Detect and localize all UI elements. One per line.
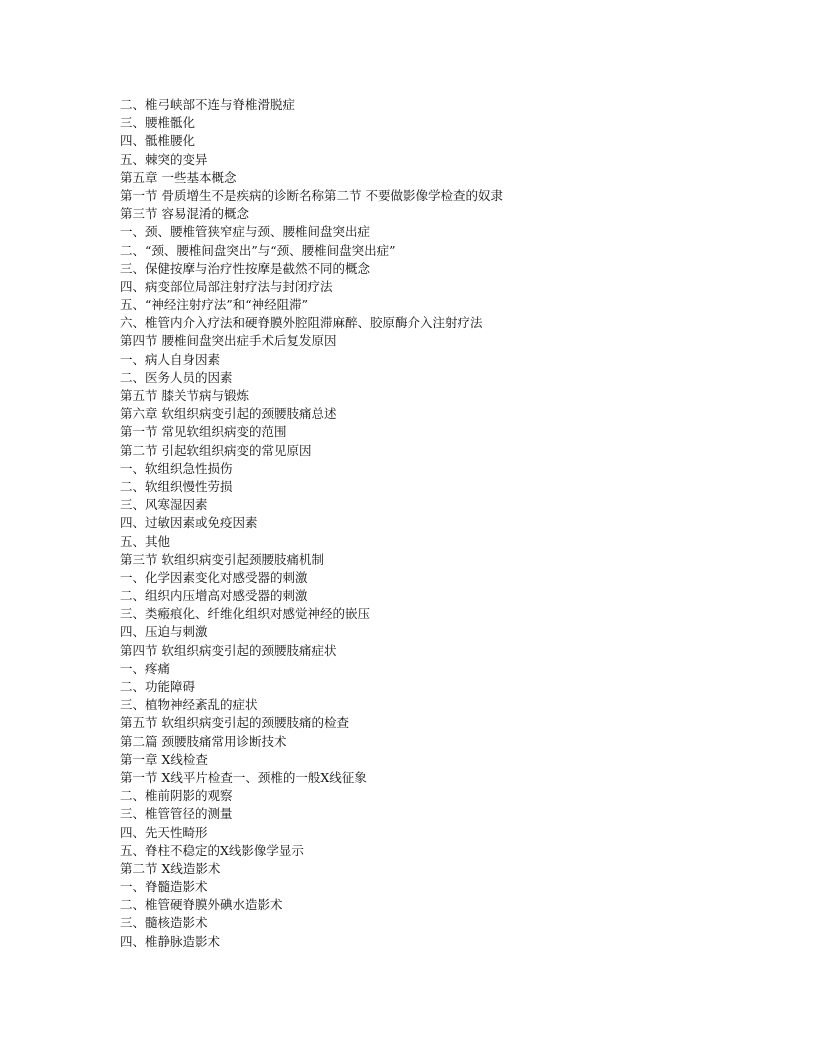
toc-line: 四、过敏因素或免疫因素	[120, 515, 258, 531]
toc-line: 三、腰椎骶化	[120, 115, 196, 131]
toc-line: 第三节 容易混淆的概念	[120, 206, 249, 222]
toc-line: 第四节 腰椎间盘突出症手术后复发原因	[120, 333, 337, 349]
toc-line: 第六章 软组织病变引起的颈腰肢痛总述	[120, 406, 337, 422]
toc-line: 第五节 软组织病变引起的颈腰肢痛的检查	[120, 715, 349, 731]
table-of-contents	[120, 96, 760, 951]
toc-line: 四、先天性畸形	[120, 824, 208, 840]
toc-line: 第五章 一些基本概念	[120, 169, 237, 185]
toc-line: 二、“颈、腰椎间盘突出”与“颈、腰椎间盘突出症”	[120, 242, 396, 258]
toc-line: 一、化学因素变化对感受器的刺激	[120, 569, 308, 585]
toc-line: 四、椎静脉造影术	[120, 933, 221, 949]
toc-line: 第三节 软组织病变引起颈腰肢痛机制	[120, 551, 324, 567]
toc-line: 二、功能障碍	[120, 679, 196, 694]
toc-line: 三、风寒湿因素	[120, 497, 208, 513]
toc-line: 第二节 引起软组织病变的常见原因	[120, 442, 312, 458]
toc-line: 六、椎管内介入疗法和硬脊膜外腔阻滞麻醉、胶原酶介入注射疗法	[120, 315, 483, 331]
toc-line: 第五节 膝关节病与锻炼	[120, 388, 249, 403]
toc-line: 第一节 常见软组织病变的范围	[120, 424, 287, 440]
toc-line: 五、“神经注射疗法”和“神经阻滞”	[120, 297, 309, 313]
toc-line: 五、脊柱不稳定的X线影像学显示	[120, 842, 304, 858]
toc-line: 五、棘突的变异	[120, 151, 208, 167]
toc-line: 第一章 X线检查	[120, 751, 208, 767]
toc-line: 第一节 骨质增生不是疾病的诊断名称第二节 不要做影像学检查的奴隶	[120, 187, 503, 203]
toc-line: 四、病变部位局部注射疗法与封闭疗法	[120, 278, 333, 294]
toc-line: 二、椎前阴影的观察	[120, 788, 233, 804]
toc-line: 一、脊髓造影术	[120, 879, 208, 895]
toc-line: 一、疼痛	[120, 660, 171, 676]
toc-line: 四、压迫与刺激	[120, 624, 208, 640]
toc-line: 第二篇 颈腰肢痛常用诊断技术	[120, 733, 287, 749]
toc-line: 二、组织内压增高对感受器的刺激	[120, 588, 308, 604]
toc-line: 一、病人自身因素	[120, 351, 221, 367]
toc-line: 五、其他	[120, 533, 171, 549]
toc-line: 一、颈、腰椎管狭窄症与颈、腰椎间盘突出症	[120, 224, 371, 240]
toc-line: 二、医务人员的因素	[120, 369, 233, 385]
toc-line: 第一节 X线平片检查一、颈椎的一般X线征象	[120, 769, 367, 785]
toc-line: 二、软组织慢性劳损	[120, 478, 233, 494]
toc-line: 三、椎管管径的测量	[120, 806, 233, 822]
toc-line: 三、保健按摩与治疗性按摩是截然不同的概念	[120, 260, 371, 276]
toc-line: 三、髓核造影术	[120, 915, 208, 931]
toc-line: 三、类瘢痕化、纤维化组织对感觉神经的嵌压	[120, 606, 371, 622]
toc-line: 一、软组织急性损伤	[120, 460, 233, 476]
toc-line: 第四节 软组织病变引起的颈腰肢痛症状	[120, 642, 337, 658]
toc-line: 三、植物神经紊乱的症状	[120, 697, 258, 713]
toc-line: 二、椎管硬脊膜外碘水造影术	[120, 897, 283, 913]
toc-line: 四、骶椎腰化	[120, 133, 196, 149]
toc-line: 第二节 X线造影术	[120, 860, 221, 876]
toc-line: 二、椎弓峡部不连与脊椎滑脱症	[120, 97, 296, 112]
